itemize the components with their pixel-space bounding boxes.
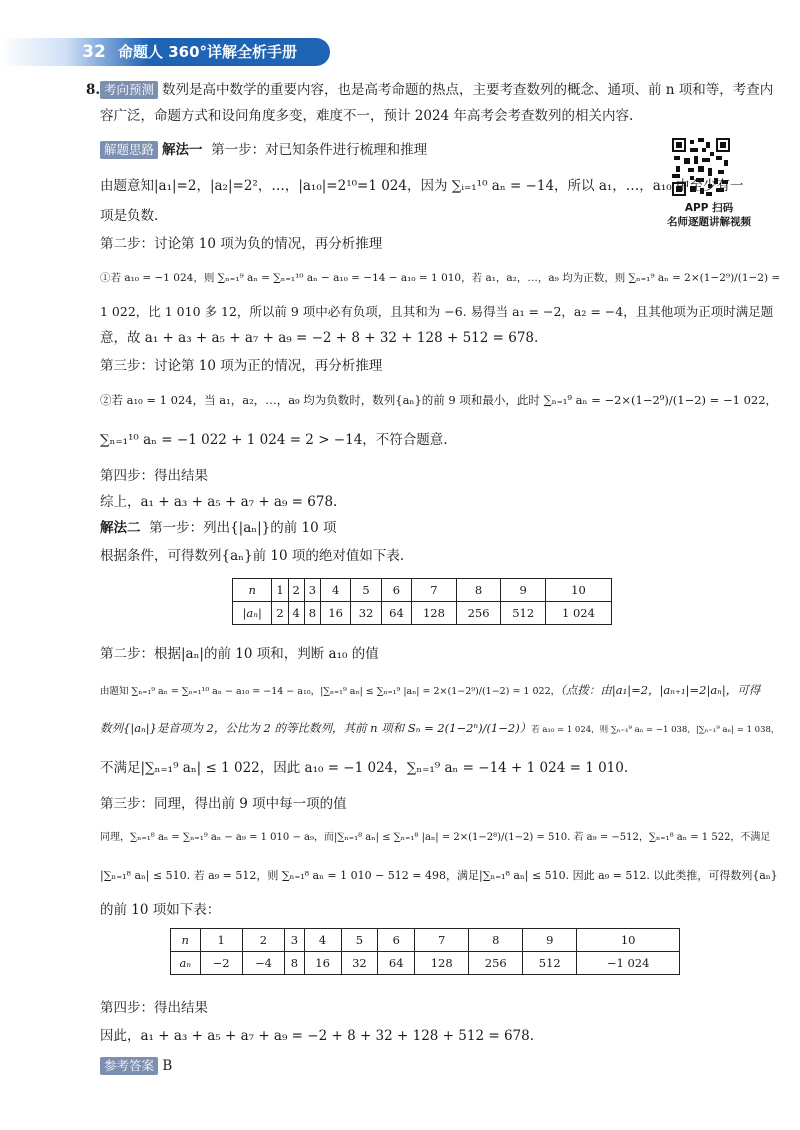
table-cell: 6: [378, 929, 415, 952]
table-cell: 7: [412, 579, 457, 602]
method2-step1: 第一步：列出{|aₙ|}的前 10 项: [149, 520, 337, 536]
table-cell: 4: [304, 929, 341, 952]
approach-tag: 解题思路: [100, 141, 158, 159]
table-row: [233, 579, 612, 602]
step-heading: 第四步：得出结果: [100, 468, 208, 484]
method1-step1: 第一步：对已知条件进行梳理和推理: [211, 142, 428, 158]
table-cell: 4: [320, 579, 350, 602]
step-heading: 第四步：得出结果: [100, 1000, 208, 1016]
table-cell: 16: [320, 602, 350, 625]
answer-line: [100, 1056, 172, 1076]
prediction-text-1: 数列是高中数学的重要内容，也是高考命题的热点，主要考查数列的概念、通项、前 n 项和等，考查内: [162, 82, 774, 98]
table-cell: 512: [523, 952, 577, 975]
qr-label-video: 名师逐题讲解视频: [667, 216, 751, 228]
table-cell: 128: [415, 952, 469, 975]
table-cell: −4: [242, 952, 284, 975]
table-cell: 3: [304, 579, 320, 602]
book-title: 命题人 360°详解全析手册: [118, 43, 298, 61]
text-line: 综上，a₁ + a₃ + a₅ + a₇ + a₉ = 678.: [100, 494, 338, 510]
problem-number: 8.: [86, 82, 101, 98]
table-row: [233, 602, 612, 625]
text-line: ①若 a₁₀ = −1 024，则 ∑ₙ₌₁⁹ aₙ = ∑ₙ₌₁¹⁰ aₙ − a₁₀ = −14 − a₁₀ = 1 010，若 a₁，a₂，…，a₉ 均为正数，则 ∑ₙ₌₁⁹ aₙ = 2×(1−2⁹)/(1−2) =: [100, 272, 781, 284]
table-cell: n: [171, 929, 201, 952]
text-line: 同理，∑ₙ₌₁⁸ aₙ = ∑ₙ₌₁⁹ aₙ − a₉ = 1 010 − a₉，而|∑ₙ₌₁⁸ aₙ| ≤ ∑ₙ₌₁⁸ |aₙ| = 2×(1−2⁸)/(1−2) = 510. 若 a₉ = −512，∑ₙ₌₁⁸ aₙ = 1 522，不满足: [100, 832, 771, 843]
table-cell: −1 024: [577, 952, 680, 975]
table-cell: 8: [285, 952, 305, 975]
prediction-text-2: 容广泛，命题方式和设问角度多变，难度不一，预计 2024 年高考会考查数列的相关内容.: [100, 108, 634, 124]
table-cell: 7: [415, 929, 469, 952]
table-cell: 8: [456, 579, 501, 602]
table-cell: 3: [285, 929, 305, 952]
table-cell: 5: [341, 929, 378, 952]
table-cell: |aₙ|: [233, 602, 272, 625]
text-line: 的前 10 项如下表：: [100, 902, 221, 918]
table-cell: 10: [577, 929, 680, 952]
answer-tag: 参考答案: [100, 1057, 158, 1075]
table-cell: 4: [288, 602, 304, 625]
table-cell: 32: [351, 602, 381, 625]
table-row: [171, 929, 680, 952]
qr-label-app: APP 扫码: [684, 202, 734, 214]
table-cell: −2: [200, 952, 242, 975]
method1-label: 解法一: [162, 142, 203, 158]
table-cell: 2: [272, 602, 288, 625]
table-cell: n: [233, 579, 272, 602]
text-line: ②若 a₁₀ = 1 024，当 a₁，a₂，…，a₉ 均为负数时，数列{aₙ}的前 9 项和最小，此时 ∑ₙ₌₁⁹ aₙ = −2×(1−2⁹)/(1−2) = −1 022，: [100, 393, 778, 407]
step-heading: 第二步：根据|aₙ|的前 10 项和，判断 a₁₀ 的值: [100, 646, 379, 662]
text-line: 意，故 a₁ + a₃ + a₅ + a₇ + a₉ = −2 + 8 + 32 + 128 + 512 = 678.: [100, 330, 539, 346]
page-number: 32: [82, 42, 106, 62]
hint-note: 数列{|aₙ|}是首项为 2，公比为 2 的等比数列，其前 n 项和 Sₙ = 2(1−2ⁿ)/(1−2)）: [100, 721, 532, 735]
table-cell: 9: [501, 579, 546, 602]
step-heading: 第三步：同理，得出前 9 项中每一项的值: [100, 796, 347, 812]
table-cell: 1: [200, 929, 242, 952]
table-cell: 16: [304, 952, 341, 975]
table-cell: 64: [381, 602, 411, 625]
text-line: 根据条件，可得数列{aₙ}前 10 项的绝对值如下表.: [100, 548, 405, 564]
table-cell: 8: [304, 602, 320, 625]
text-line: [100, 718, 779, 740]
answer-value: B: [162, 1058, 173, 1074]
table-cell: 1 024: [545, 602, 611, 625]
table-cell: 512: [501, 602, 546, 625]
table-cell: 64: [378, 952, 415, 975]
table-cell: 8: [469, 929, 523, 952]
table-cell: 128: [412, 602, 457, 625]
step-heading: 第三步：讨论第 10 项为正的情况，再分析推理: [100, 358, 383, 374]
table-cell: 6: [381, 579, 411, 602]
table-cell: 256: [456, 602, 501, 625]
text-line: 不满足|∑ₙ₌₁⁹ aₙ| ≤ 1 022，因此 a₁₀ = −1 024，∑ₙ₌₁⁹ aₙ = −14 + 1 024 = 1 010.: [100, 760, 629, 776]
table-cell: 9: [523, 929, 577, 952]
table-cell: 2: [242, 929, 284, 952]
prediction-line-1: [100, 80, 773, 100]
step-heading: 第二步：讨论第 10 项为负的情况，再分析推理: [100, 236, 383, 252]
abs-values-table: [232, 578, 612, 625]
method2-label: 解法二: [100, 520, 141, 536]
table-cell: 2: [288, 579, 304, 602]
text-line: [100, 680, 760, 702]
method1-heading: [100, 140, 427, 160]
text-line: 项是负数.: [100, 208, 159, 224]
text-line: 由题意知|a₁|=2，|a₂|=2²，…，|a₁₀|=2¹⁰=1 024，因为 ∑ᵢ₌₁¹⁰ aₙ = −14，所以 a₁，…，a₁₀ 中至少有一: [100, 178, 744, 194]
sequence-values-table: [170, 928, 680, 975]
table-cell: aₙ: [171, 952, 201, 975]
table-cell: 10: [545, 579, 611, 602]
table-cell: 256: [469, 952, 523, 975]
table-row: [171, 952, 680, 975]
text-line: 1 022，比 1 010 多 12，所以前 9 项中必有负项，且其和为 −6. 易得当 a₁ = −2，a₂ = −4，且其他项为正项时满足题: [100, 304, 774, 319]
text-line: |∑ₙ₌₁⁸ aₙ| ≤ 510. 若 a₉ = 512，则 ∑ₙ₌₁⁸ aₙ = 1 010 − 512 = 498，满足|∑ₙ₌₁⁸ aₙ| ≤ 510. 因此 a₉ = 512. 以此类推，可得数列{aₙ}: [100, 869, 778, 882]
prediction-tag: 考向预测: [100, 81, 158, 99]
hint-note: （点拨：由|a₁|=2，|aₙ₊₁|=2|aₙ|，可得: [560, 683, 761, 697]
method2-heading: [100, 518, 337, 538]
table-cell: 1: [272, 579, 288, 602]
text-line: ∑ₙ₌₁¹⁰ aₙ = −1 022 + 1 024 = 2 > −14，不符合题意.: [100, 432, 448, 448]
table-cell: 5: [351, 579, 381, 602]
text-line: 因此，a₁ + a₃ + a₅ + a₇ + a₉ = −2 + 8 + 32 + 128 + 512 = 678.: [100, 1028, 535, 1044]
text-part: 若 a₁₀ = 1 024，则 ∑ₙ₌₁⁹ aₙ = −1 038，|∑ₙ₌₁⁹ aₙ| = 1 038，: [531, 725, 780, 735]
table-cell: 32: [341, 952, 378, 975]
text-part: 由题知 ∑ₙ₌₁⁹ aₙ = ∑ₙ₌₁¹⁰ aₙ − a₁₀ = −14 − a₁₀，|∑ₙ₌₁⁹ aₙ| ≤ ∑ₙ₌₁⁹ |aₙ| = 2×(1−2⁹)/(1−2) = 1 022，: [100, 686, 561, 697]
